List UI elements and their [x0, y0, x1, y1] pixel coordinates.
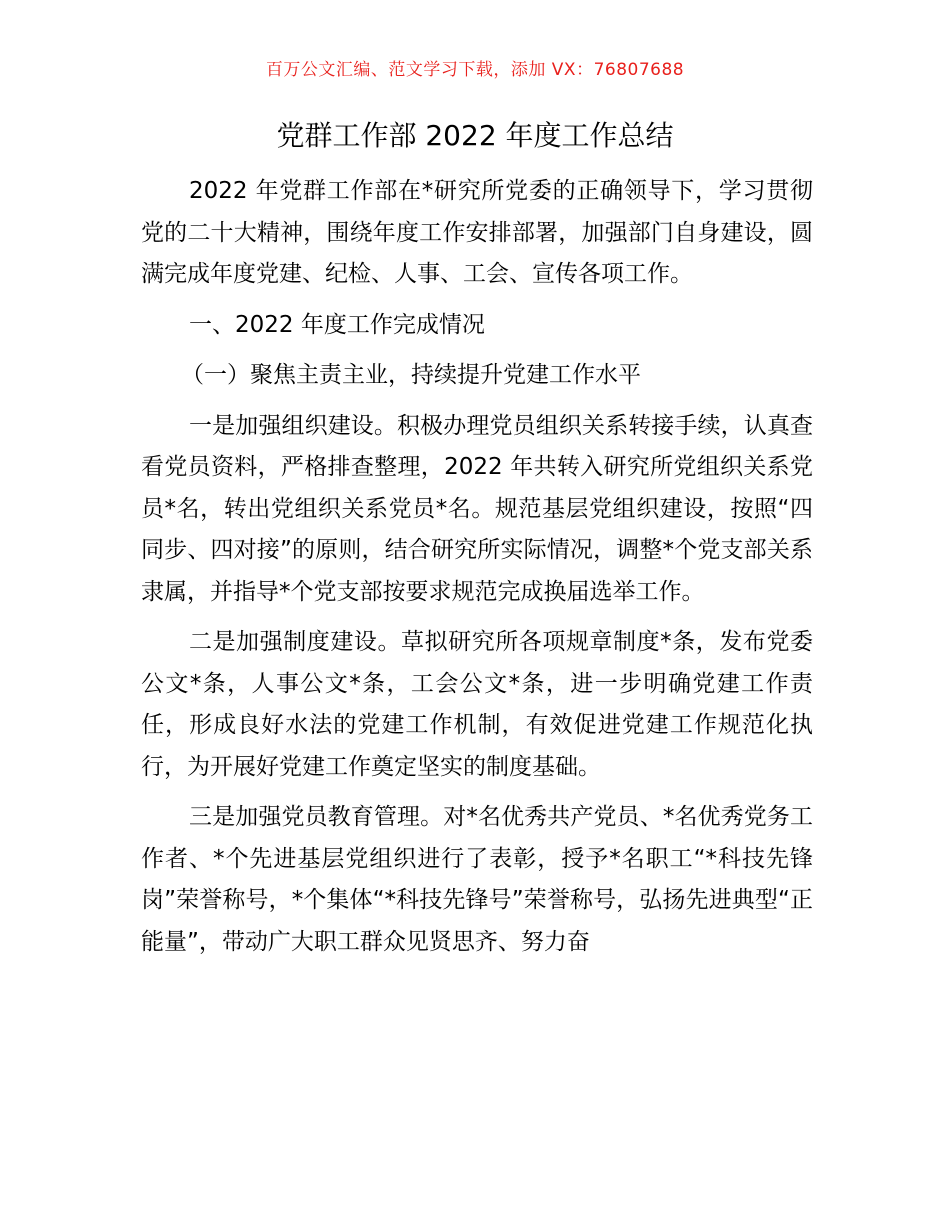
paragraph-organization: 一是加强组织建设。积极办理党员组织关系转接手续，认真查看党员资料，严格排查整理，2022 年共转入研究所党组织关系党员*名，转出党组织关系党员*名。规范基层党组织建设，按照“四同步、四对接”的原则，结合研究所实际情况，调整*个党支部关系隶属，并指导*个党支部按要求规范完成换届选举工作。 — [141, 412, 813, 605]
intro-paragraph: 2022 年党群工作部在*研究所党委的正确领导下，学习贯彻党的二十大精神，围绕年度工作安排部署，加强部门自身建设，圆满完成年度党建、纪检、人事、工会、宣传各项工作。 — [141, 178, 813, 287]
document-body — [141, 171, 813, 972]
subsection-heading: （一）聚焦主责主业，持续提升党建工作水平 — [181, 362, 641, 388]
paragraph-education: 三是加强党员教育管理。对*名优秀共产党员、*名优秀党务工作者、*个先进基层党组织进行了表彰，授予*名职工“*科技先锋岗”荣誉称号，*个集体“*科技先锋号”荣誉称号，弘扬先进典型“正能量”，带动广大职工群众见贤思齐、努力奋 — [141, 804, 813, 955]
section-heading: 一、2022 年度工作完成情况 — [189, 311, 485, 338]
paragraph-system: 二是加强制度建设。草拟研究所各项规章制度*条，发布党委公文*条，人事公文*条，工会公文*条，进一步明确党建工作责任，形成良好水法的党建工作机制，有效促进党建工作规范化执行，为开展好党建工作奠定坚实的制度基础。 — [141, 629, 813, 780]
header-watermark-note: 百万公文汇编、范文学习下载，添加 VX：76807688 — [265, 60, 685, 80]
document-title: 党群工作部 2022 年度工作总结 — [276, 119, 674, 152]
